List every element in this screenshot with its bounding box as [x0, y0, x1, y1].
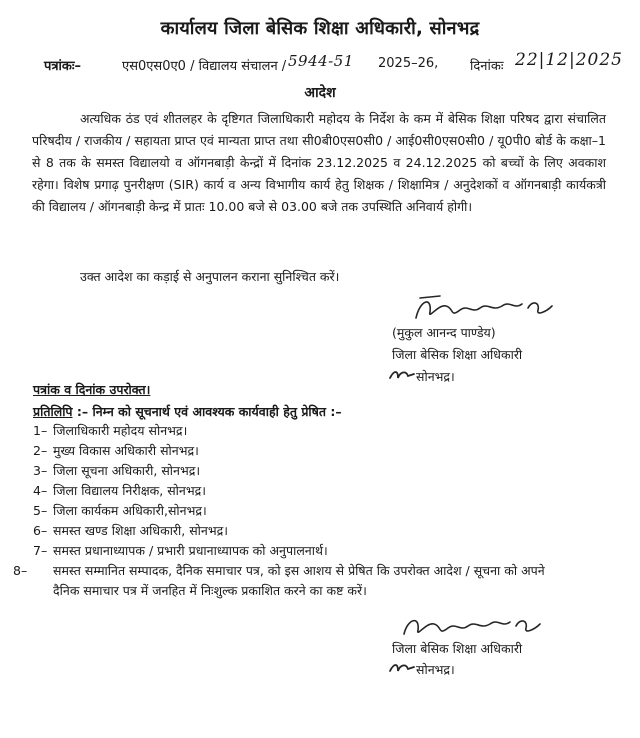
list-item: 4– जिला विद्यालय निरीक्षक, सोनभद्र। [33, 483, 207, 498]
list-item: 1– जिलाधिकारी महोदय सोनभद्र। [33, 423, 188, 438]
list-item: 8– समस्त सम्मानित सम्पादक, दैनिक समाचार पत्र, को इस आशय से प्रेषित कि उपरोक्त आदेश / सूचना को अपने दैनिक समाचार पत्र में जनहित में निःशुल्क प्रकाशित करने का कष्ट करें। [13, 563, 545, 598]
handwritten-signature-2 [398, 612, 548, 642]
list-item: 3– जिला सूचना अधिकारी, सोनभद्र। [33, 463, 201, 478]
office-title: कार्यालय जिला बेसिक शिक्षा अधिकारी, सोनभद्र [160, 18, 480, 39]
signatory-designation: जिला बेसिक शिक्षा अधिकारी [392, 347, 523, 362]
copy-intro: :– निम्न को सूचनार्थ एवं आवश्यक कार्यवाही हेतु प्रेषित :– [72, 404, 342, 419]
signatory-place-2: सोनभद्र। [416, 662, 455, 677]
signatory-designation-2: जिला बेसिक शिक्षा अधिकारी [392, 641, 523, 656]
signatory-name: (मुकुल आनन्द पाण्डेय) [392, 325, 496, 340]
order-paragraph: अत्यधिक ठंड एवं शीतलहर के दृष्टिगत जिलाधिकारी महोदय के निर्देश के कम में बेसिक शिक्षा परिषद द्वारा संचालित परिषदीय / राजकीय / सहायता प्राप्त एवं मान्यता प्राप्त तथा सी0बी0एस0सी0 / आई0सी0एस0सी0 / यू0पी0 बोर्ड के कक्षा–1 से 8 तक के समस्त विद्यालयो व ऑगनबाड़ी केन्द्रों में दिनांक 23.12.2025 व 24.12.2025 को बच्चों के लिए अवकाश रहेगा। विशेष प्रगाढ़ पुनरीक्षण (SIR) कार्य व अन्य विभागीय कार्य हेतु शिक्षक / शिक्षामित्र / अनुदेशकों व ऑगनबाड़ी कार्यकत्री की विद्यालय / ऑगनबाड़ी केन्द्र में प्रातः 10.00 बजे से 03.00 बजे तक उपस्थिति अनिवार्य होगी। [32, 111, 606, 214]
reference-label: पत्रांकः– [44, 59, 82, 74]
date-handwritten: 22|12|2025 [515, 50, 623, 70]
reference-text: एस0एस0ए0 / विद्यालय संचालन / [122, 59, 287, 74]
reference-repeat: पत्रांक व दिनांक उपरोक्त। [33, 382, 151, 397]
list-item: 7– समस्त प्रधानाध्यापक / प्रभारी प्रधानाध्यापक को अनुपालनार्थ। [33, 543, 328, 558]
list-item: 6– समस्त खण्ड शिक्षा अधिकारी, सोनभद्र। [33, 523, 229, 538]
date-label: दिनांकः [470, 59, 504, 74]
copy-label: प्रतिलिपि [33, 404, 73, 419]
reference-number-handwritten: 5944-51 [288, 52, 354, 70]
order-heading: आदेश [304, 85, 336, 101]
signatory-place: सोनभद्र। [416, 369, 455, 384]
reference-year: 2025–26, [378, 56, 439, 71]
initial-mark-2 [388, 659, 416, 677]
handwritten-signature [410, 290, 560, 328]
list-item: 5– जिला कार्यकम अधिकारी,सोनभद्र। [33, 503, 207, 518]
copy-list [13, 421, 593, 601]
list-item: 2– मुख्य विकास अधिकारी सोनभद्र। [33, 443, 199, 458]
compliance-line: उक्त आदेश का कड़ाई से अनुपालन कराना सुनिश्चित करें। [80, 269, 340, 284]
copy-heading [33, 403, 342, 420]
initial-mark [388, 366, 416, 384]
